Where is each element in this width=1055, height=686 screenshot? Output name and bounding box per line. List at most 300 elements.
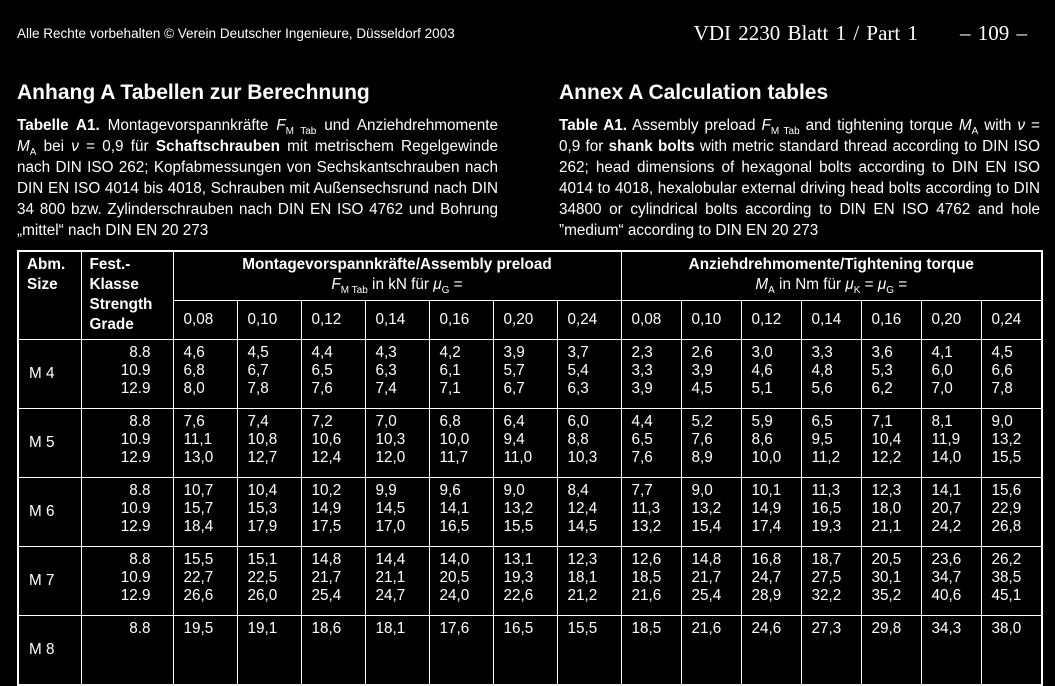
torque-cell [981, 340, 1042, 409]
torque-value: 6,6 [991, 362, 1013, 379]
table-row [18, 616, 1042, 686]
preload-value: 26,0 [247, 587, 278, 604]
preload-value: 13,2 [503, 500, 534, 517]
torque-cell [981, 478, 1042, 547]
torque-value: 7,6 [691, 431, 713, 448]
preload-value: 6,8 [439, 413, 461, 430]
table-row [18, 409, 1042, 478]
torque-value: 7,6 [631, 449, 653, 466]
preload-value: 15,5 [503, 518, 534, 535]
torque-value: 20,5 [871, 551, 902, 568]
torque-value: 3,0 [751, 344, 773, 361]
preload-value: 18,1 [375, 620, 406, 637]
torque-value: 21,6 [691, 620, 722, 637]
preload-value: 17,0 [375, 518, 406, 535]
caption-bold: Schaftschrauben [155, 138, 280, 155]
preload-value: 10,3 [375, 431, 406, 448]
preload-value: 6,0 [567, 413, 589, 430]
torque-value: 4,1 [931, 344, 953, 361]
subscript: G [886, 285, 895, 297]
torque-cell [861, 616, 921, 686]
table-row [18, 478, 1042, 547]
preload-value: 12,0 [375, 449, 406, 466]
torque-value: 6,5 [811, 413, 833, 430]
torque-value: 13,2 [991, 431, 1022, 448]
torque-value: 17,4 [751, 518, 782, 535]
unit-text: in Nm für [774, 276, 846, 293]
preload-value: 14,4 [375, 551, 406, 568]
torque-cell [801, 547, 861, 616]
preload-value: 6,3 [567, 380, 589, 397]
preload-value: 7,4 [247, 413, 269, 430]
preload-value: 25,4 [311, 587, 342, 604]
torque-value: 38,5 [991, 569, 1022, 586]
torque-value: 9,5 [811, 431, 833, 448]
grade-value: 8.8 [129, 413, 151, 430]
coefficient-header: 0,16 [429, 301, 493, 340]
preload-cell [173, 616, 237, 686]
table-body [18, 340, 1042, 686]
torque-value: 25,4 [691, 587, 722, 604]
preload-value: 10,8 [247, 431, 278, 448]
subscript: M Tab [770, 126, 800, 138]
preload-cell [301, 340, 365, 409]
calculation-table [17, 250, 1043, 686]
torque-cell [921, 409, 981, 478]
torque-value: 21,7 [691, 569, 722, 586]
preload-value: 21,1 [375, 569, 406, 586]
preload-value: 10,2 [311, 482, 342, 499]
preload-value: 19,1 [247, 620, 278, 637]
preload-value: 14,8 [311, 551, 342, 568]
preload-value: 13,0 [183, 449, 214, 466]
torque-cell [621, 409, 681, 478]
torque-value: 8,1 [931, 413, 953, 430]
preload-value: 12,4 [311, 449, 342, 466]
group-subtitle [174, 276, 621, 296]
preload-cell [301, 547, 365, 616]
torque-value: 11,9 [931, 431, 961, 448]
grade-value: 12.9 [120, 380, 151, 397]
preload-value: 6,7 [503, 380, 525, 397]
torque-cell [741, 547, 801, 616]
preload-value: 18,1 [567, 569, 598, 586]
torque-value: 4,6 [751, 362, 773, 379]
equals: = [449, 276, 463, 293]
torque-value: 18,7 [811, 551, 842, 568]
torque-cell [861, 547, 921, 616]
preload-value: 10,6 [311, 431, 342, 448]
torque-value: 24,7 [751, 569, 782, 586]
grade-value: 8.8 [129, 551, 151, 568]
preload-value: 17,6 [439, 620, 470, 637]
torque-value: 5,1 [751, 380, 773, 397]
bolt-size: M 7 [18, 547, 81, 616]
torque-cell [681, 478, 741, 547]
torque-value: 3,6 [871, 344, 893, 361]
torque-cell [861, 478, 921, 547]
symbol-nu: ν [71, 138, 79, 155]
copyright-notice: Alle Rechte vorbehalten © Verein Deutscher Ingenieure, Düsseldorf 2003 [17, 26, 455, 41]
grade-value: 10.9 [120, 500, 151, 517]
torque-value: 2,3 [631, 344, 653, 361]
torque-cell [861, 340, 921, 409]
preload-value: 19,5 [183, 620, 214, 637]
header-line: Fest.- [89, 256, 131, 273]
preload-cell [173, 478, 237, 547]
torque-value: 20,7 [931, 500, 962, 517]
torque-cell [801, 478, 861, 547]
torque-cell [921, 478, 981, 547]
preload-value: 15,5 [567, 620, 598, 637]
torque-cell [681, 616, 741, 686]
preload-value: 9,4 [503, 431, 525, 448]
torque-value: 19,3 [811, 518, 842, 535]
coefficient-header: 0,10 [237, 301, 301, 340]
equals: = [894, 276, 908, 293]
preload-value: 4,2 [439, 344, 461, 361]
caption-text: = 0,9 for [559, 117, 1040, 155]
subscript: M Tab [340, 285, 368, 297]
preload-value: 10,3 [567, 449, 598, 466]
preload-value: 11,1 [183, 431, 213, 448]
torque-cell [801, 616, 861, 686]
preload-cell [173, 409, 237, 478]
preload-value: 15,1 [247, 551, 278, 568]
preload-cell [173, 340, 237, 409]
torque-value: 27,5 [811, 569, 842, 586]
preload-value: 5,7 [503, 362, 525, 379]
preload-value: 18,6 [311, 620, 342, 637]
header-line: Grade [89, 316, 134, 333]
torque-value: 4,5 [691, 380, 713, 397]
torque-value: 24,2 [931, 518, 962, 535]
header-line: Abm. [27, 256, 66, 273]
preload-value: 21,2 [567, 587, 598, 604]
document-id [694, 21, 1027, 46]
preload-value: 24,7 [375, 587, 406, 604]
preload-cell [557, 340, 621, 409]
torque-value: 14,8 [691, 551, 722, 568]
symbol-M: M [755, 276, 769, 293]
preload-value: 12,3 [567, 551, 598, 568]
torque-value: 45,1 [991, 587, 1022, 604]
torque-cell [981, 409, 1042, 478]
preload-value: 9,6 [439, 482, 461, 499]
bolt-size: M 4 [18, 340, 81, 409]
torque-value: 38,0 [991, 620, 1022, 637]
preload-value: 14,9 [311, 500, 342, 517]
torque-value: 34,7 [931, 569, 962, 586]
torque-cell [621, 547, 681, 616]
preload-cell [237, 616, 301, 686]
preload-value: 6,1 [439, 362, 461, 379]
unit-text: in kN für [367, 276, 434, 293]
torque-value: 29,8 [871, 620, 902, 637]
symbol-F: F [276, 117, 286, 134]
preload-value: 16,5 [439, 518, 470, 535]
torque-value: 14,1 [931, 482, 962, 499]
torque-value: 6,0 [931, 362, 953, 379]
preload-value: 14,1 [439, 500, 470, 517]
coefficient-header: 0,08 [173, 301, 237, 340]
torque-cell [921, 616, 981, 686]
preload-cell [365, 340, 429, 409]
group-title: Anziehdrehmomente/Tightening torque [688, 256, 974, 273]
preload-value: 24,0 [439, 587, 470, 604]
preload-value: 14,5 [375, 500, 406, 517]
torque-value: 35,2 [871, 587, 902, 604]
heading-english: Annex A Calculation tables [559, 81, 829, 104]
header-line: Size [27, 276, 58, 293]
preload-value: 11,0 [503, 449, 533, 466]
preload-value: 6,8 [183, 362, 205, 379]
header-line: Klasse [89, 276, 139, 293]
torque-value: 18,5 [631, 620, 662, 637]
equals: = [860, 276, 878, 293]
torque-value: 32,2 [811, 587, 842, 604]
preload-cell [365, 616, 429, 686]
torque-value: 10,0 [751, 449, 782, 466]
grade-value: 10.9 [120, 362, 151, 379]
torque-value: 40,6 [931, 587, 962, 604]
torque-value: 16,5 [811, 500, 842, 517]
bolt-size: M 5 [18, 409, 81, 478]
preload-cell [493, 478, 557, 547]
preload-value: 12,7 [247, 449, 278, 466]
torque-value: 21,6 [631, 587, 662, 604]
preload-value: 17,9 [247, 518, 278, 535]
torque-value: 4,8 [811, 362, 833, 379]
caption-label: Table A1. [559, 117, 628, 134]
group-title: Montagevorspannkräfte/Assembly preload [242, 256, 552, 273]
torque-cell [681, 547, 741, 616]
strength-grades [81, 478, 173, 547]
preload-value: 19,3 [503, 569, 534, 586]
coefficient-header: 0,14 [365, 301, 429, 340]
preload-cell [429, 340, 493, 409]
preload-value: 20,5 [439, 569, 470, 586]
preload-value: 7,8 [247, 380, 269, 397]
torque-value: 7,0 [931, 380, 953, 397]
torque-cell [741, 409, 801, 478]
coefficient-header: 0,12 [301, 301, 365, 340]
grade-value: 8.8 [129, 482, 151, 499]
coefficient-header: 0,20 [493, 301, 557, 340]
torque-value: 10,1 [751, 482, 782, 499]
torque-value: 3,3 [811, 344, 833, 361]
preload-value: 10,0 [439, 431, 470, 448]
preload-value: 12,4 [567, 500, 598, 517]
preload-value: 9,9 [375, 482, 397, 499]
torque-cell [681, 409, 741, 478]
strength-grades [81, 547, 173, 616]
preload-cell [429, 616, 493, 686]
torque-cell [741, 616, 801, 686]
preload-value: 7,4 [375, 380, 397, 397]
preload-value: 11,7 [439, 449, 469, 466]
torque-value: 12,6 [631, 551, 662, 568]
group-header-preload [173, 251, 621, 301]
preload-value: 6,7 [247, 362, 269, 379]
preload-value: 21,7 [311, 569, 342, 586]
torque-value: 5,2 [691, 413, 713, 430]
torque-value: 10,4 [871, 431, 902, 448]
preload-value: 3,9 [503, 344, 525, 361]
table-row [18, 340, 1042, 409]
torque-cell [981, 616, 1042, 686]
symbol-mu: μ [433, 276, 442, 293]
bolt-size: M 8 [18, 616, 81, 686]
preload-cell [429, 547, 493, 616]
caption-text: Montagevorspannkräfte [99, 117, 277, 134]
header-line: Strength [89, 296, 153, 313]
torque-value: 12,2 [871, 449, 902, 466]
grade-value: 8.8 [129, 620, 151, 637]
preload-cell [301, 409, 365, 478]
grade-value: 12.9 [120, 587, 151, 604]
grade-value: 12.9 [120, 449, 151, 466]
preload-value: 14,5 [567, 518, 598, 535]
torque-value: 28,9 [751, 587, 782, 604]
column-header-size [18, 251, 81, 340]
torque-value: 16,8 [751, 551, 782, 568]
preload-cell [493, 340, 557, 409]
caption-text: bei [36, 138, 72, 155]
torque-cell [861, 409, 921, 478]
coefficient-header: 0,08 [621, 301, 681, 340]
preload-value: 7,2 [311, 413, 333, 430]
torque-value: 7,7 [631, 482, 653, 499]
torque-cell [621, 478, 681, 547]
torque-value: 4,5 [991, 344, 1013, 361]
preload-value: 18,4 [183, 518, 214, 535]
coefficient-header: 0,20 [921, 301, 981, 340]
coefficient-header: 0,10 [681, 301, 741, 340]
torque-value: 15,6 [991, 482, 1022, 499]
preload-cell [493, 409, 557, 478]
torque-value: 14,0 [931, 449, 962, 466]
coefficient-header: 0,24 [981, 301, 1042, 340]
column-header-grade [81, 251, 173, 340]
torque-value: 13,2 [631, 518, 662, 535]
preload-cell [365, 547, 429, 616]
preload-value: 16,5 [503, 620, 534, 637]
preload-value: 7,6 [311, 380, 333, 397]
preload-value: 8,8 [567, 431, 589, 448]
torque-value: 12,3 [871, 482, 902, 499]
caption-text: und Anziehdrehmomente [316, 117, 499, 134]
preload-cell [237, 478, 301, 547]
preload-cell [365, 478, 429, 547]
caption-text: and tightening torque [799, 117, 959, 134]
preload-cell [557, 409, 621, 478]
torque-value: 3,3 [631, 362, 653, 379]
preload-value: 9,0 [503, 482, 525, 499]
preload-cell [429, 478, 493, 547]
torque-value: 26,8 [991, 518, 1022, 535]
table-row [18, 547, 1042, 616]
subscript: A [29, 147, 37, 159]
preload-cell [237, 547, 301, 616]
preload-value: 3,7 [567, 344, 589, 361]
caption-text: with metric standard thread according to DIN ISO 262; head dimensions of hexagonal bolts according to DIN EN ISO 4014 to 4018, hexalobular external driving head bolts according to DIN 34800 or cylindrical bolts according to DIN EN ISO 4762 and hole ”medium“ according to DIN EN 20 273 [559, 138, 1041, 239]
torque-cell [741, 478, 801, 547]
preload-value: 5,4 [567, 362, 589, 379]
symbol-nu: ν [1017, 117, 1026, 134]
preload-value: 4,6 [183, 344, 205, 361]
torque-value: 5,9 [751, 413, 773, 430]
torque-cell [981, 547, 1042, 616]
symbol-mu: μ [877, 276, 887, 293]
caption-german [17, 115, 498, 241]
torque-value: 30,1 [871, 569, 902, 586]
preload-value: 26,6 [183, 587, 214, 604]
torque-value: 9,0 [691, 482, 713, 499]
preload-value: 15,5 [183, 551, 214, 568]
torque-cell [921, 340, 981, 409]
torque-value: 4,4 [631, 413, 653, 430]
grade-value: 8.8 [129, 344, 151, 361]
torque-value: 15,5 [991, 449, 1022, 466]
torque-value: 23,6 [931, 551, 962, 568]
preload-cell [557, 616, 621, 686]
coefficient-header: 0,12 [741, 301, 801, 340]
coefficient-header: 0,24 [557, 301, 621, 340]
preload-value: 6,5 [311, 362, 333, 379]
caption-label: Tabelle A1. [17, 117, 100, 134]
torque-value: 9,0 [991, 413, 1013, 430]
caption-english [559, 115, 1040, 241]
preload-cell [493, 547, 557, 616]
torque-value: 11,3 [631, 500, 661, 517]
symbol-mu: μ [845, 276, 854, 293]
subscript: A [971, 126, 979, 138]
preload-value: 4,3 [375, 344, 397, 361]
torque-value: 21,1 [871, 518, 902, 535]
torque-value: 11,2 [811, 449, 841, 466]
preload-cell [365, 409, 429, 478]
caption-text: = 0,9 für [78, 138, 156, 155]
page-number: – 109 – [960, 21, 1027, 45]
torque-value: 15,4 [691, 518, 722, 535]
preload-value: 13,1 [503, 551, 534, 568]
torque-value: 34,3 [931, 620, 962, 637]
preload-cell [237, 409, 301, 478]
preload-cell [301, 478, 365, 547]
torque-value: 6,2 [871, 380, 893, 397]
subscript: K [853, 285, 861, 297]
torque-value: 3,9 [631, 380, 653, 397]
preload-value: 8,0 [183, 380, 205, 397]
symbol-M: M [17, 138, 30, 155]
torque-cell [621, 340, 681, 409]
strength-grades [81, 340, 173, 409]
grade-value: 10.9 [120, 431, 151, 448]
caption-bold: shank bolts [608, 138, 695, 155]
torque-value: 22,9 [991, 500, 1022, 517]
grade-value: 10.9 [120, 569, 151, 586]
bolt-size: M 6 [18, 478, 81, 547]
torque-value: 7,8 [991, 380, 1013, 397]
preload-cell [493, 616, 557, 686]
torque-value: 3,9 [691, 362, 713, 379]
symbol-F: F [761, 117, 771, 134]
doc-id: VDI 2230 Blatt 1 / Part 1 [693, 21, 918, 45]
preload-value: 8,4 [567, 482, 589, 499]
torque-value: 18,5 [631, 569, 662, 586]
torque-value: 8,9 [691, 449, 713, 466]
